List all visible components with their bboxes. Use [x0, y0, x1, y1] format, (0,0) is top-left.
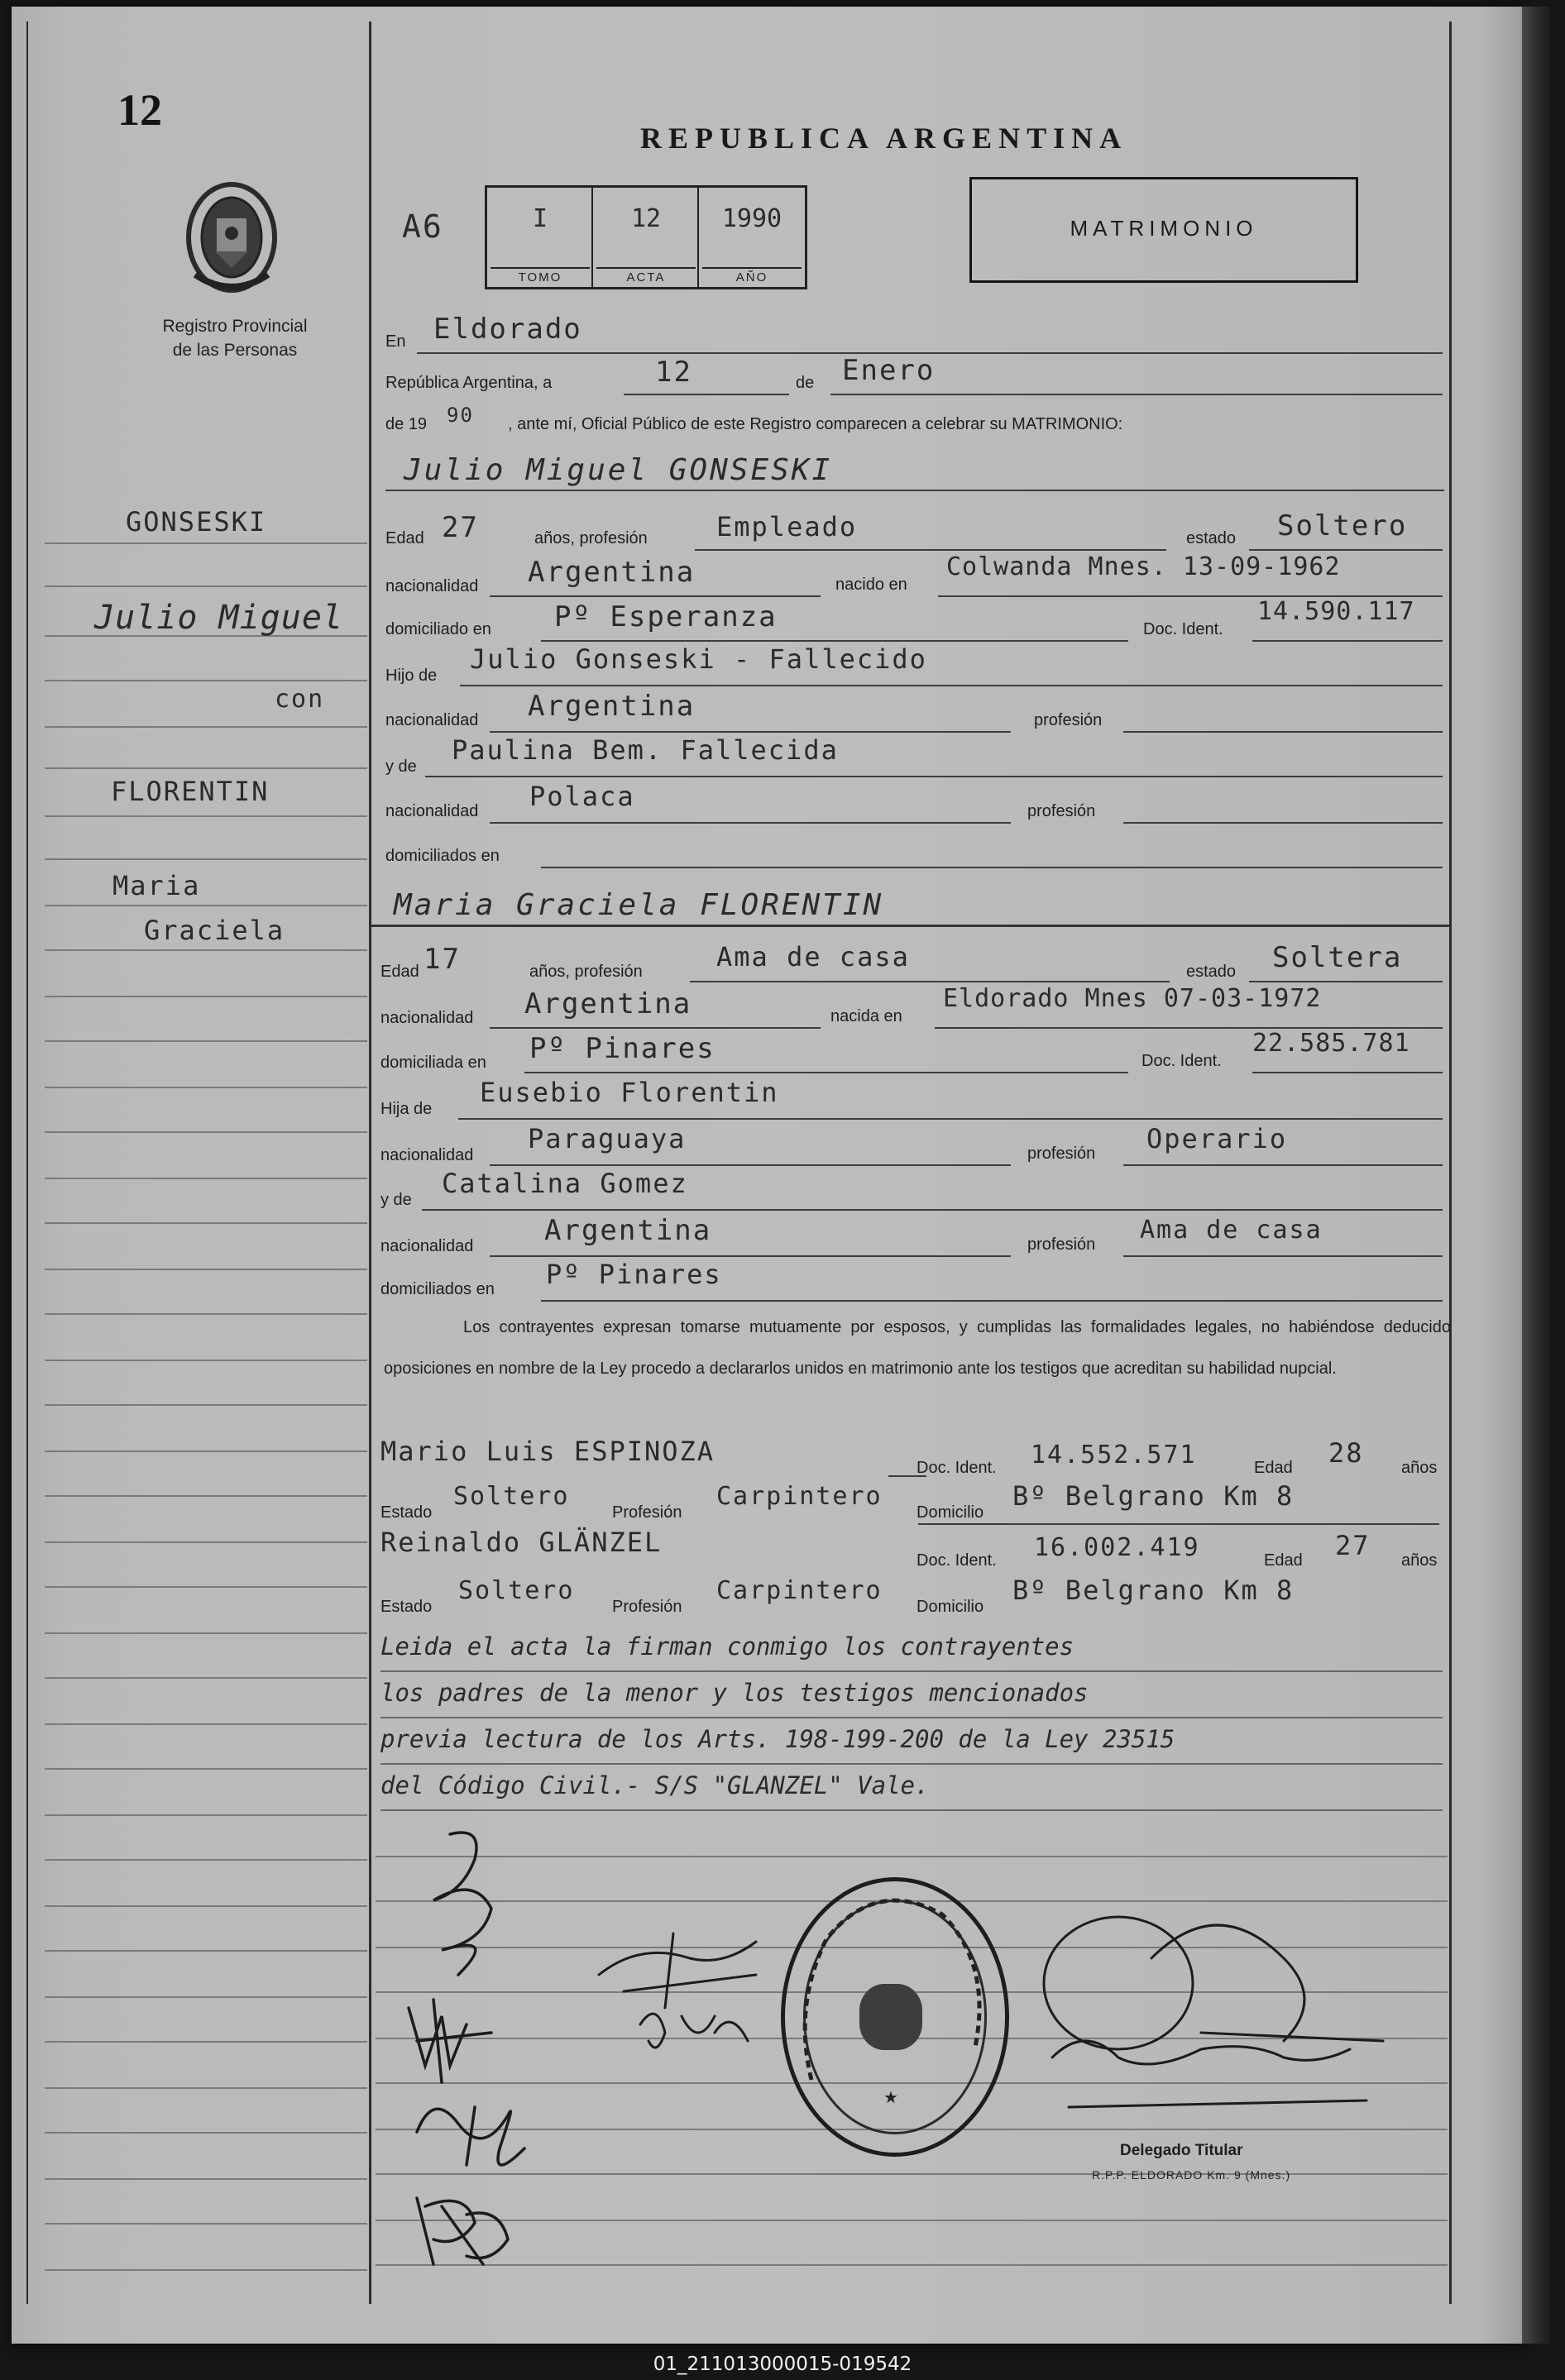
section-divider: [371, 925, 1449, 927]
margin-conjunction: con: [275, 685, 325, 714]
label-anos: años: [1401, 1459, 1438, 1477]
bride-father: Eusebio Florentin: [480, 1077, 779, 1108]
label-domiciliados: domiciliados en: [380, 1280, 495, 1298]
groom-profession: Empleado: [716, 511, 858, 542]
delegate-title: Delegado Titular: [1120, 2142, 1243, 2159]
ceremony-year: 90: [447, 404, 474, 427]
bride-profession: Ama de casa: [716, 941, 910, 973]
field-line: [1123, 1164, 1443, 1166]
witness2-status: Soltero: [458, 1576, 575, 1605]
margin-rule: [45, 1404, 367, 1406]
margin-rule: [45, 2132, 367, 2134]
label-domiciliado: domiciliado en: [385, 620, 491, 638]
field-line: [380, 1717, 1443, 1718]
margin-rule: [45, 542, 367, 544]
groom-full-name: Julio Miguel GONSESKI: [404, 453, 833, 487]
field-line: [1123, 1255, 1443, 1257]
groom-father: Julio Gonseski - Fallecido: [470, 643, 927, 675]
margin-bride-surname: FLORENTIN: [111, 776, 270, 807]
tomo-acta-ano-box: [485, 185, 807, 289]
ano-cell: [699, 188, 803, 287]
closing-line-2: los padres de la menor y los testigos mencionados: [380, 1679, 1089, 1707]
label-doc-ident: Doc. Ident.: [1141, 1052, 1222, 1070]
label-nacionalidad: nacionalidad: [380, 1009, 474, 1027]
closing-line-1: Leida el acta la firman conmigo los contrayentes: [380, 1632, 1074, 1661]
margin-rule: [45, 1360, 367, 1361]
left-border: [26, 22, 28, 2304]
margin-rule: [45, 680, 367, 681]
groom-birth: Colwanda Mnes. 13-09-1962: [946, 552, 1341, 581]
binding-edge: [1522, 7, 1550, 2344]
bride-mother-profession: Ama de casa: [1140, 1216, 1323, 1245]
margin-rule: [45, 1950, 367, 1952]
label-nacionalidad: nacionalidad: [385, 802, 479, 820]
label-edad: Edad: [385, 529, 424, 547]
field-line: [624, 394, 789, 395]
witness1-status: Soltero: [453, 1482, 570, 1511]
field-line: [1123, 731, 1443, 733]
label-ante-mi: , ante mí, Oficial Público de este Registro comparecen a celebrar su MATRIMONIO:: [508, 415, 1123, 433]
field-line: [380, 1763, 1443, 1765]
bride-father-profession: Operario: [1146, 1123, 1288, 1154]
field-line: [690, 981, 1170, 982]
label-profesion: profesión: [1034, 711, 1103, 729]
label-hijo-de: Hijo de: [385, 667, 438, 685]
margin-rule: [45, 2087, 367, 2089]
label-edad: Edad: [1254, 1459, 1293, 1477]
bride-birth: Eldorado Mnes 07-03-1972: [943, 984, 1322, 1013]
tomo-cell: [487, 188, 593, 287]
label-estado: Estado: [380, 1503, 433, 1522]
field-line: [380, 1809, 1443, 1811]
groom-father-nationality: Argentina: [528, 690, 696, 723]
field-line: [830, 394, 1443, 395]
margin-rule: [45, 2178, 367, 2180]
bride-address: Pº Pinares: [529, 1032, 715, 1065]
tomo-label: TOMO: [491, 267, 590, 284]
margin-rule: [45, 1541, 367, 1543]
witness1-address: Bº Belgrano Km 8: [1012, 1480, 1295, 1512]
groom-nationality: Argentina: [528, 556, 696, 589]
field-line: [490, 595, 821, 597]
field-line: [1123, 822, 1443, 824]
witness-signatures: [591, 1925, 781, 2074]
label-doc-ident: Doc. Ident.: [917, 1459, 997, 1477]
label-en: En: [385, 332, 406, 351]
margin-rule: [45, 1632, 367, 1634]
label-edad: Edad: [1264, 1551, 1303, 1570]
handwritten-prefix: A6: [402, 208, 443, 245]
label-profesion: profesión: [1027, 802, 1096, 820]
margin-rule: [45, 1723, 367, 1725]
field-line: [385, 490, 1444, 491]
folio-number: 12: [117, 85, 162, 135]
field-line: [380, 1670, 1443, 1672]
field-line: [1252, 1072, 1443, 1073]
field-line: [918, 1523, 1439, 1525]
label-anos-profesion: años, profesión: [529, 963, 643, 981]
ceremony-day: 12: [655, 356, 692, 389]
label-nacionalidad: nacionalidad: [385, 577, 479, 595]
field-line: [695, 549, 1166, 551]
label-nacionalidad: nacionalidad: [380, 1146, 474, 1164]
witness2-name: Reinaldo GLÄNZEL: [380, 1527, 663, 1558]
margin-rule: [45, 1859, 367, 1861]
bride-father-nationality: Paraguaya: [528, 1123, 687, 1154]
bride-mother-nationality: Argentina: [544, 1214, 712, 1247]
label-anos-profesion: años, profesión: [534, 529, 648, 547]
field-line: [460, 685, 1443, 686]
label-estado: Estado: [380, 1598, 433, 1616]
margin-rule: [45, 1768, 367, 1770]
label-profesion: Profesión: [612, 1598, 682, 1616]
label-de: de: [796, 374, 815, 392]
field-line: [422, 1209, 1443, 1211]
field-line: [541, 867, 1443, 868]
label-profesion: profesión: [1027, 1235, 1096, 1254]
field-line: [458, 1118, 1443, 1120]
bride-parents-address: Pº Pinares: [546, 1259, 722, 1290]
margin-rule: [45, 905, 367, 906]
groom-doc: 14.590.117: [1257, 597, 1415, 626]
office-line: R.P.P. ELDORADO Km. 9 (Mnes.): [1092, 2168, 1291, 2182]
margin-rule: [45, 1495, 367, 1497]
field-line: [425, 776, 1443, 777]
margin-rule: [45, 1677, 367, 1679]
image-identifier: 01_211013000015-019542: [653, 2354, 912, 2375]
field-line: [524, 1072, 1128, 1073]
field-line: [490, 1255, 1011, 1257]
bride-status: Soltera: [1272, 941, 1403, 974]
closing-line-3: previa lectura de los Arts. 198-199-200 de la Ley 23515: [380, 1725, 1175, 1753]
label-profesion: Profesión: [612, 1503, 682, 1522]
witness1-age: 28: [1328, 1437, 1364, 1469]
closing-line-4: del Código Civil.- S/S "GLANZEL" Vale.: [380, 1771, 930, 1799]
registrar-signature: [1036, 1909, 1400, 2124]
declaration-text: Los contrayentes expresan tomarse mutuamente por esposos, y cumplidas las formalidades legales, no habiéndose deducido oposiciones en nombre de la Ley procedo a declararlos unidos en matrimonio ante los testigos que acreditan su habilidad nupcial.: [384, 1318, 1451, 1378]
registry-name: [136, 314, 334, 362]
bride-full-name: Maria Graciela FLORENTIN: [394, 888, 884, 922]
margin-rule: [45, 2041, 367, 2043]
label-anos: años: [1401, 1551, 1438, 1570]
official-stamp: [781, 1877, 1009, 2157]
margin-groom-surname: GONSESKI: [126, 506, 267, 538]
acta-value: 12: [630, 204, 662, 233]
label-nacido-en: nacido en: [835, 576, 907, 594]
groom-status: Soltero: [1277, 509, 1408, 542]
label-nacionalidad: nacionalidad: [385, 711, 479, 729]
label-domicilio: Domicilio: [917, 1598, 984, 1616]
margin-rule: [45, 996, 367, 997]
label-domicilio: Domicilio: [917, 1503, 984, 1522]
margin-rule: [45, 858, 367, 860]
groom-mother-nationality: Polaca: [529, 781, 635, 812]
field-line: [541, 640, 1128, 642]
act-type-box: [969, 177, 1358, 283]
label-estado: estado: [1186, 529, 1237, 547]
ceremony-place: Eldorado: [433, 313, 582, 346]
margin-rule: [45, 1040, 367, 1042]
margin-rule: [45, 1269, 367, 1270]
witness2-doc: 16.002.419: [1034, 1533, 1200, 1562]
right-border: [1449, 22, 1452, 2304]
label-hija-de: Hija de: [380, 1100, 433, 1118]
label-year-prefix: de 19: [385, 415, 428, 433]
field-line: [490, 822, 1011, 824]
margin-divider: [369, 22, 371, 2304]
bride-age: 17: [424, 943, 461, 976]
margin-rule: [45, 585, 367, 587]
acta-label: ACTA: [596, 267, 696, 284]
field-line: [541, 1300, 1443, 1302]
margin-rule: [45, 949, 367, 951]
witness2-address: Bº Belgrano Km 8: [1012, 1575, 1295, 1606]
tomo-value: I: [532, 204, 548, 233]
margin-groom-names: Julio Miguel: [94, 599, 343, 637]
document-sheet: [12, 7, 1527, 2344]
witness1-profession: Carpintero: [716, 1482, 883, 1511]
margin-rule: [45, 1313, 367, 1315]
field-line: [1249, 981, 1443, 982]
svg-text:★: ★: [883, 2087, 898, 2107]
country-title: REPUBLICA ARGENTINA: [640, 122, 1128, 155]
field-line: [490, 731, 1011, 733]
label-doc-ident: Doc. Ident.: [1143, 620, 1223, 638]
label-y-de: y de: [380, 1191, 412, 1209]
label-edad: Edad: [380, 963, 419, 981]
label-estado: estado: [1186, 963, 1237, 981]
provincial-seal-icon: [175, 175, 288, 299]
margin-rule: [45, 1905, 367, 1907]
margin-bride-name-2: Graciela: [144, 915, 285, 946]
margin-bride-name-1: Maria: [112, 870, 201, 901]
registry-line-1: Registro Provincial: [162, 317, 308, 336]
witness2-profession: Carpintero: [716, 1576, 883, 1605]
label-doc-ident: Doc. Ident.: [917, 1551, 997, 1570]
ceremony-month: Enero: [842, 354, 936, 387]
margin-rule: [45, 767, 367, 769]
margin-rule: [45, 1087, 367, 1088]
bride-doc: 22.585.781: [1252, 1029, 1410, 1058]
label-y-de: y de: [385, 757, 417, 776]
margin-rule: [45, 1178, 367, 1179]
registry-line-2: de las Personas: [172, 341, 298, 360]
ano-label: AÑO: [702, 267, 802, 284]
margin-rule: [45, 815, 367, 817]
bride-nationality: Argentina: [524, 987, 692, 1020]
groom-address: Pº Esperanza: [554, 600, 778, 633]
margin-rule: [45, 1450, 367, 1452]
field-line: [490, 1027, 821, 1029]
act-type-label: MATRIMONIO: [1070, 216, 1258, 241]
label-nacionalidad: nacionalidad: [380, 1237, 474, 1255]
groom-age: 27: [442, 511, 479, 544]
label-domiciliada: domiciliada en: [380, 1054, 486, 1072]
label-domiciliados: domiciliados en: [385, 847, 500, 865]
margin-rule: [45, 2269, 367, 2271]
witness2-age: 27: [1335, 1530, 1371, 1561]
label-republica: República Argentina, a: [385, 374, 553, 392]
witness1-name: Mario Luis ESPINOZA: [380, 1436, 715, 1467]
label-nacida-en: nacida en: [830, 1007, 902, 1025]
margin-rule: [45, 1586, 367, 1588]
ano-value: 1990: [721, 204, 782, 233]
label-profesion: profesión: [1027, 1145, 1096, 1163]
bride-mother: Catalina Gomez: [442, 1168, 688, 1199]
margin-rule: [45, 726, 367, 728]
margin-rule: [45, 1131, 367, 1133]
acta-cell: [593, 188, 699, 287]
field-line: [1249, 549, 1443, 551]
margin-rule: [45, 2223, 367, 2225]
witness1-doc: 14.552.571: [1031, 1441, 1197, 1470]
margin-rule: [45, 1814, 367, 1816]
margin-rule: [45, 1996, 367, 1998]
field-line: [1252, 640, 1443, 642]
stamp-lettering: [785, 1881, 997, 2144]
contracting-parties-signatures: [384, 1818, 591, 2281]
groom-mother: Paulina Bem. Fallecida: [452, 734, 839, 766]
field-line: [490, 1164, 1011, 1166]
margin-rule: [45, 1222, 367, 1224]
